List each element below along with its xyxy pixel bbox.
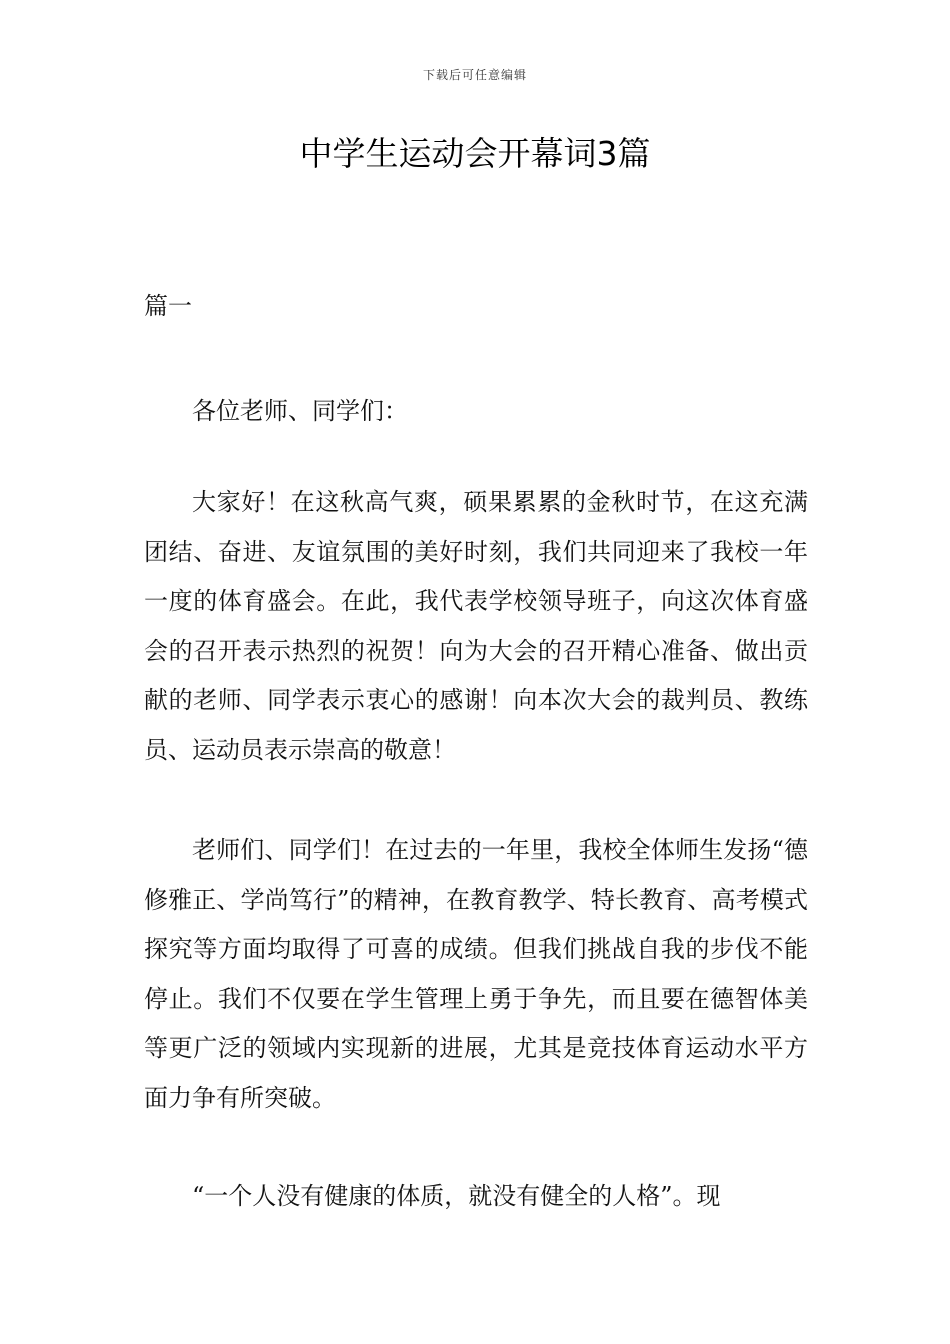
document-title: 中学生运动会开幕词3篇 xyxy=(299,134,651,173)
paragraph-1: 大家好！在这秋高气爽，硕果累累的金秋时节，在这充满团结、奋进、友谊氛围的美好时刻，我们共同迎来了我校一年一度的体育盛会。在此，我代表学校领导班子，向这次体育盛会的召开表示热烈的祝贺！向为大会的召开精心准备、做出贡献的老师、同学表示衷心的感谢！向本次大会的裁判员、教练员、运动员表示崇高的敬意！ xyxy=(144,488,808,764)
paragraph-2: 老师们、同学们！在过去的一年里，我校全体师生发扬“德修雅正、学尚笃行”的精神，在教育教学、特长教育、高考模式探究等方面均取得了可喜的成绩。但我们挑战自我的步伐不能停止。我们不仅要在学生管理上勇于争先，而且要在德智体美等更广泛的领域内实现新的进展，尤其是竞技体育运动水平方面力争有所突破。 xyxy=(144,836,808,1112)
document-body xyxy=(144,282,808,1222)
salutation: 各位老师、同学们： xyxy=(192,396,408,425)
header-note: 下载后可任意编辑 xyxy=(422,68,527,82)
paragraph-3: “一个人没有健康的体质，就没有健全的人格”。现 xyxy=(192,1182,721,1210)
section-heading: 篇一 xyxy=(144,292,192,320)
